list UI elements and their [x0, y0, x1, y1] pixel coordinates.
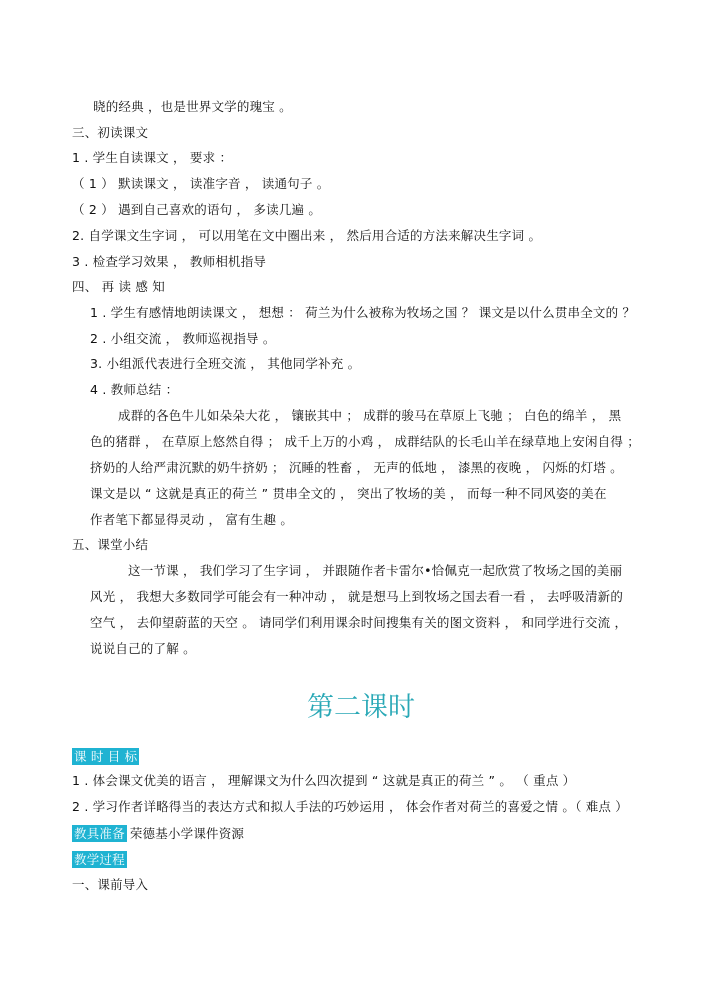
list-item: 2 . 小组交流 ， 教师巡视指导 。	[90, 331, 276, 346]
list-item: 2. 自学课文生字词 ， 可以用笔在文中圈出来 ， 然后用合适的方法来解决生字词 。	[72, 228, 542, 243]
section-heading-summary: 五、课堂小结	[72, 537, 149, 552]
list-item: 4 . 教师总结 ：	[90, 382, 179, 397]
goal-item: 1 . 体会课文优美的语言 ， 理解课文为什么四次提到 “ 这就是真正的荷兰 ” 。 （ 重点 ）	[72, 773, 576, 788]
paragraph-line: 挤奶的人给严肃沉默的奶牛挤奶 ； 沉睡的牲畜 ， 无声的低地 ， 漆黑的夜晚 ， 闪烁的灯塔 。	[90, 460, 623, 475]
list-item: （ 1 ） 默读课文 ， 读准字音 ， 读通句子 。	[72, 176, 330, 191]
paragraph-line: 说说自己的了解 。	[90, 641, 196, 656]
list-item: 3 . 检查学习效果 ， 教师相机指导	[72, 254, 267, 269]
paragraph-line: 作者笔下都显得灵动 ， 富有生趣 。	[90, 512, 294, 527]
goals-heading	[72, 748, 139, 765]
list-item: 1 . 学生自读课文 ， 要求 ：	[72, 150, 233, 165]
step-heading-intro: 一、课前导入	[72, 877, 149, 892]
process-tag: 教学过程	[74, 852, 125, 867]
tools-text: 荣德基小学课件资源	[129, 826, 245, 841]
list-item: 1 . 学生有感情地朗读课文 ， 想想 ： 荷兰为什么被称为牧场之国 ？ 课文是以什么贯串全文的 ？	[90, 305, 636, 320]
paragraph-line: 课文是以 “ 这就是真正的荷兰 ” 贯串全文的 ， 突出了牧场的美 ， 而每一种不同风姿的美在	[90, 486, 607, 501]
tools-line	[72, 825, 244, 842]
paragraph-line: 成群的各色牛儿如朵朵大花 ， 镶嵌其中 ； 成群的骏马在草原上飞驰 ； 白色的绵羊 ， 黑	[118, 408, 622, 423]
paragraph-line: 这一节课 ， 我们学习了生字词 ， 并跟随作者卡雷尔•恰佩克一起欣赏了牧场之国的美丽	[128, 563, 623, 578]
paragraph-line: 风光 ， 我想大多数同学可能会有一种冲动 ， 就是想马上到牧场之国去看一看 ， 去呼吸清新的	[90, 589, 624, 604]
paragraph-line: 空气 ， 去仰望蔚蓝的天空 。 请同学们利用课余时间搜集有关的图文资料 ， 和同学进行交流 ，	[90, 615, 628, 630]
section-heading-initial-reading: 三、初读课文	[72, 125, 149, 140]
section-heading-reread: 四、 再 读 感 知	[72, 279, 165, 294]
process-heading	[72, 851, 127, 868]
goals-tag: 课 时 目 标	[74, 749, 138, 764]
lesson-title: 第二课时	[307, 692, 415, 723]
list-item: 3. 小组派代表进行全班交流 ， 其他同学补充 。	[90, 356, 361, 371]
tools-tag: 教具准备	[74, 826, 125, 841]
goal-item: 2 . 学习作者详略得当的表达方式和拟人手法的巧妙运用 ， 体会作者对荷兰的喜爱之情 。（ 难点 ）	[72, 799, 628, 814]
list-item: （ 2 ） 遇到自己喜欢的语句 ， 多读几遍 。	[72, 202, 322, 217]
paragraph-line: 色的猪群 ， 在草原上悠然自得 ； 成千上万的小鸡 ， 成群结队的长毛山羊在绿草地上安闲自得 ；	[90, 434, 640, 449]
paragraph-line: 晓的经典 ，也是世界文学的瑰宝 。	[93, 99, 292, 114]
